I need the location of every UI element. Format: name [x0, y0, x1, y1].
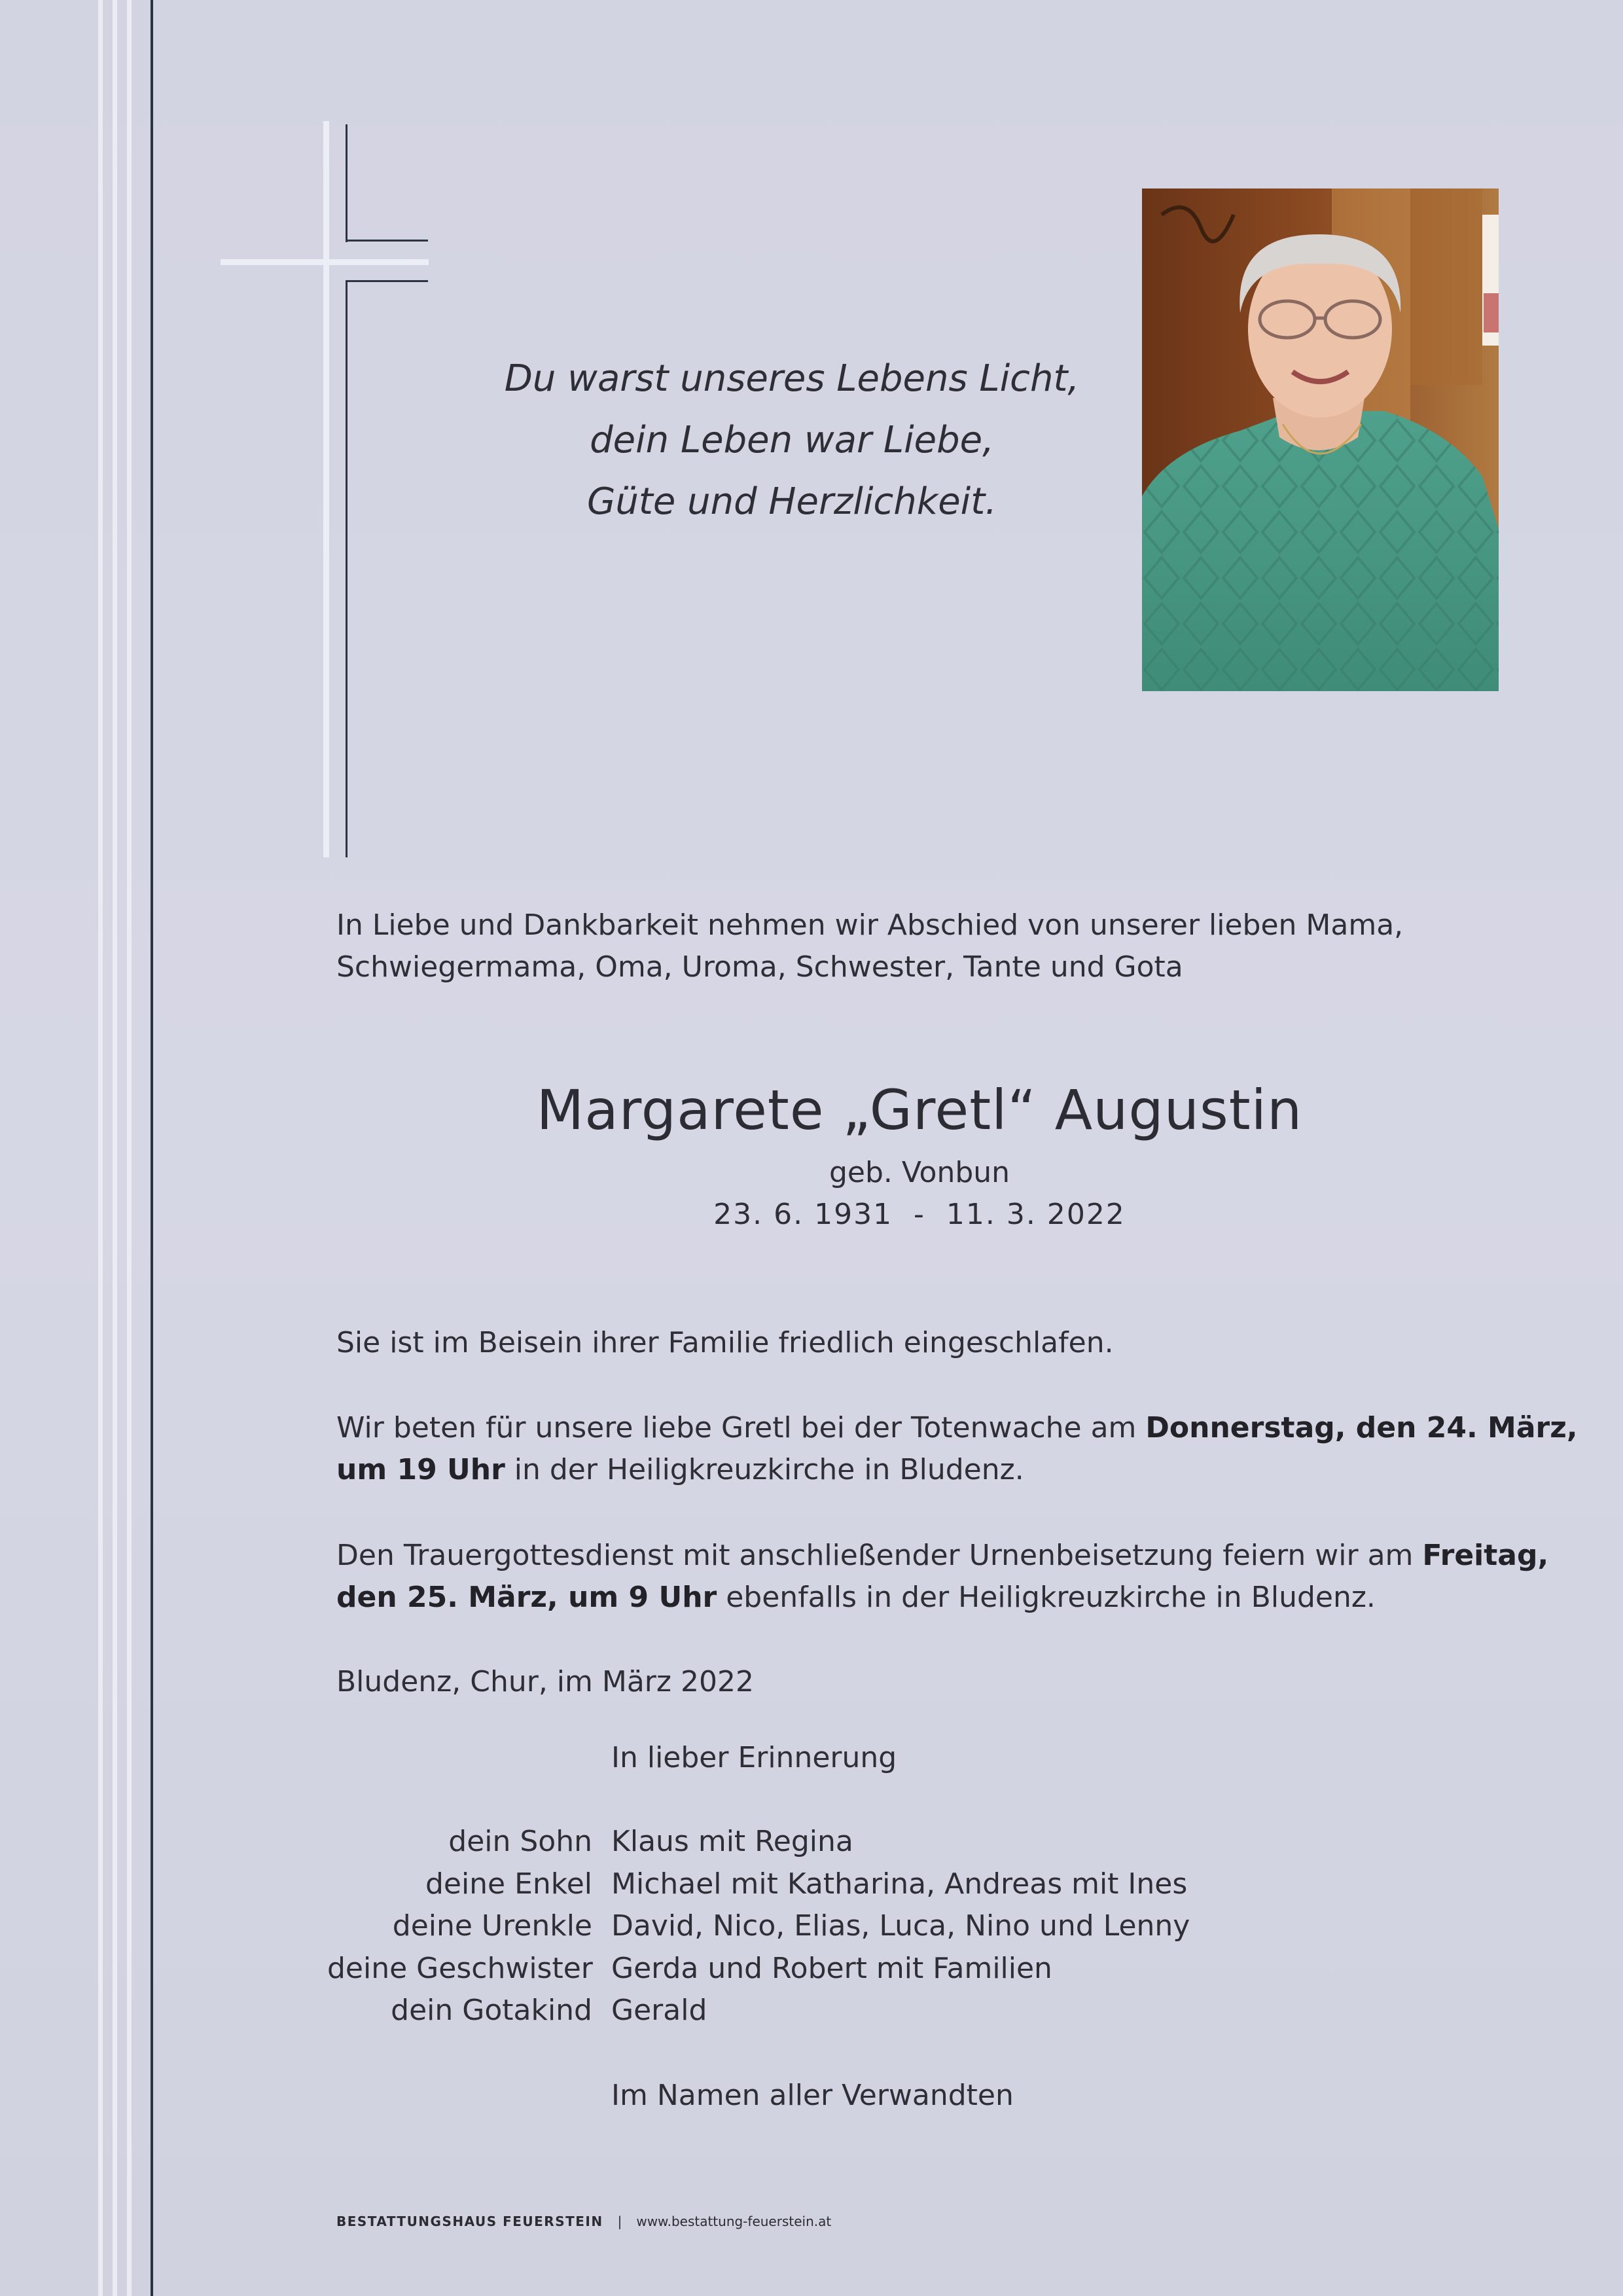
- life-dates: 23. 6. 1931 - 11. 3. 2022: [713, 1198, 1126, 1231]
- vigil-time: um 19 Uhr: [336, 1453, 505, 1486]
- paragraph-vigil: [336, 1407, 1578, 1491]
- decorative-stripe-dark: [151, 0, 153, 2296]
- family-row: [327, 1863, 1505, 1906]
- service-location: ebenfalls in der Heiligkreuzkirche in Bludenz.: [717, 1581, 1376, 1614]
- decorative-stripe-light-2: [113, 0, 117, 2296]
- family-row: [327, 1905, 1505, 1948]
- intro-text: [336, 905, 1514, 988]
- place-and-date: [336, 1661, 1527, 1703]
- family-relation: dein Sohn: [448, 1825, 592, 1858]
- place-date-text: Bludenz, Chur, im März 2022: [336, 1665, 754, 1698]
- family-row: [327, 1990, 1505, 2032]
- paragraph-service: [336, 1535, 1549, 1619]
- family-relation: deine Geschwister: [327, 1951, 593, 1985]
- family-list: [327, 1821, 1505, 2032]
- footer-separator: |: [617, 2214, 622, 2229]
- birth-name: geb. Vonbun: [829, 1156, 1010, 1189]
- paragraph-text: Sie ist im Beisein ihrer Familie friedlich eingeschlafen.: [336, 1326, 1114, 1359]
- quote-line-2: dein Leben war Liebe,: [590, 419, 994, 461]
- vigil-location: in der Heiligkreuzkirche in Bludenz.: [505, 1453, 1024, 1486]
- intro-line-1: In Liebe und Dankbarkeit nehmen wir Abschied von unserer lieben Mama,: [336, 908, 1404, 942]
- intro-line-2: Schwiegermama, Oma, Uroma, Schwester, Tante und Gota: [336, 950, 1183, 984]
- quote-line-1: Du warst unseres Lebens Licht,: [504, 357, 1080, 400]
- footer-brand: BESTATTUNGSHAUS FEUERSTEIN: [336, 2214, 603, 2229]
- family-relation: dein Gotakind: [391, 1994, 592, 2027]
- closing-line: Im Namen aller Verwandten: [611, 2079, 1014, 2112]
- portrait-photo: [1142, 188, 1499, 691]
- service-day: Freitag,: [1422, 1539, 1549, 1572]
- vigil-date: Donnerstag, den 24. März,: [1145, 1411, 1578, 1444]
- vigil-text: Wir beten für unsere liebe Gretl bei der Totenwache am: [336, 1411, 1146, 1444]
- footer-url[interactable]: www.bestattung-feuerstein.at: [636, 2214, 832, 2229]
- family-names: David, Nico, Elias, Luca, Nino und Lenny: [611, 1909, 1190, 1943]
- family-relation: deine Enkel: [425, 1867, 592, 1901]
- service-text: Den Trauergottesdienst mit anschließender Urnenbeisetzung feiern wir am: [336, 1539, 1423, 1572]
- family-names: Klaus mit Regina: [611, 1825, 853, 1858]
- decorative-stripe-light-1: [98, 0, 103, 2296]
- footer: [336, 2212, 831, 2231]
- paragraph-passed-away: [336, 1322, 1527, 1364]
- decorative-stripe-light-3: [127, 0, 132, 2296]
- deceased-name: Margarete „Gretl“ Augustin: [536, 1078, 1303, 1142]
- family-names: Gerda und Robert mit Familien: [611, 1951, 1052, 1985]
- family-names: Michael mit Katharina, Andreas mit Ines: [611, 1867, 1188, 1901]
- remembrance-line: In lieber Erinnerung: [611, 1741, 897, 1774]
- family-row: [327, 1821, 1505, 1863]
- family-row: [327, 1948, 1505, 1990]
- family-relation: deine Urenkle: [392, 1909, 592, 1943]
- family-names: Gerald: [611, 1994, 707, 2027]
- memorial-quote: [471, 348, 1113, 533]
- quote-line-3: Güte und Herzlichkeit.: [586, 480, 997, 523]
- service-date-time: den 25. März, um 9 Uhr: [336, 1581, 717, 1614]
